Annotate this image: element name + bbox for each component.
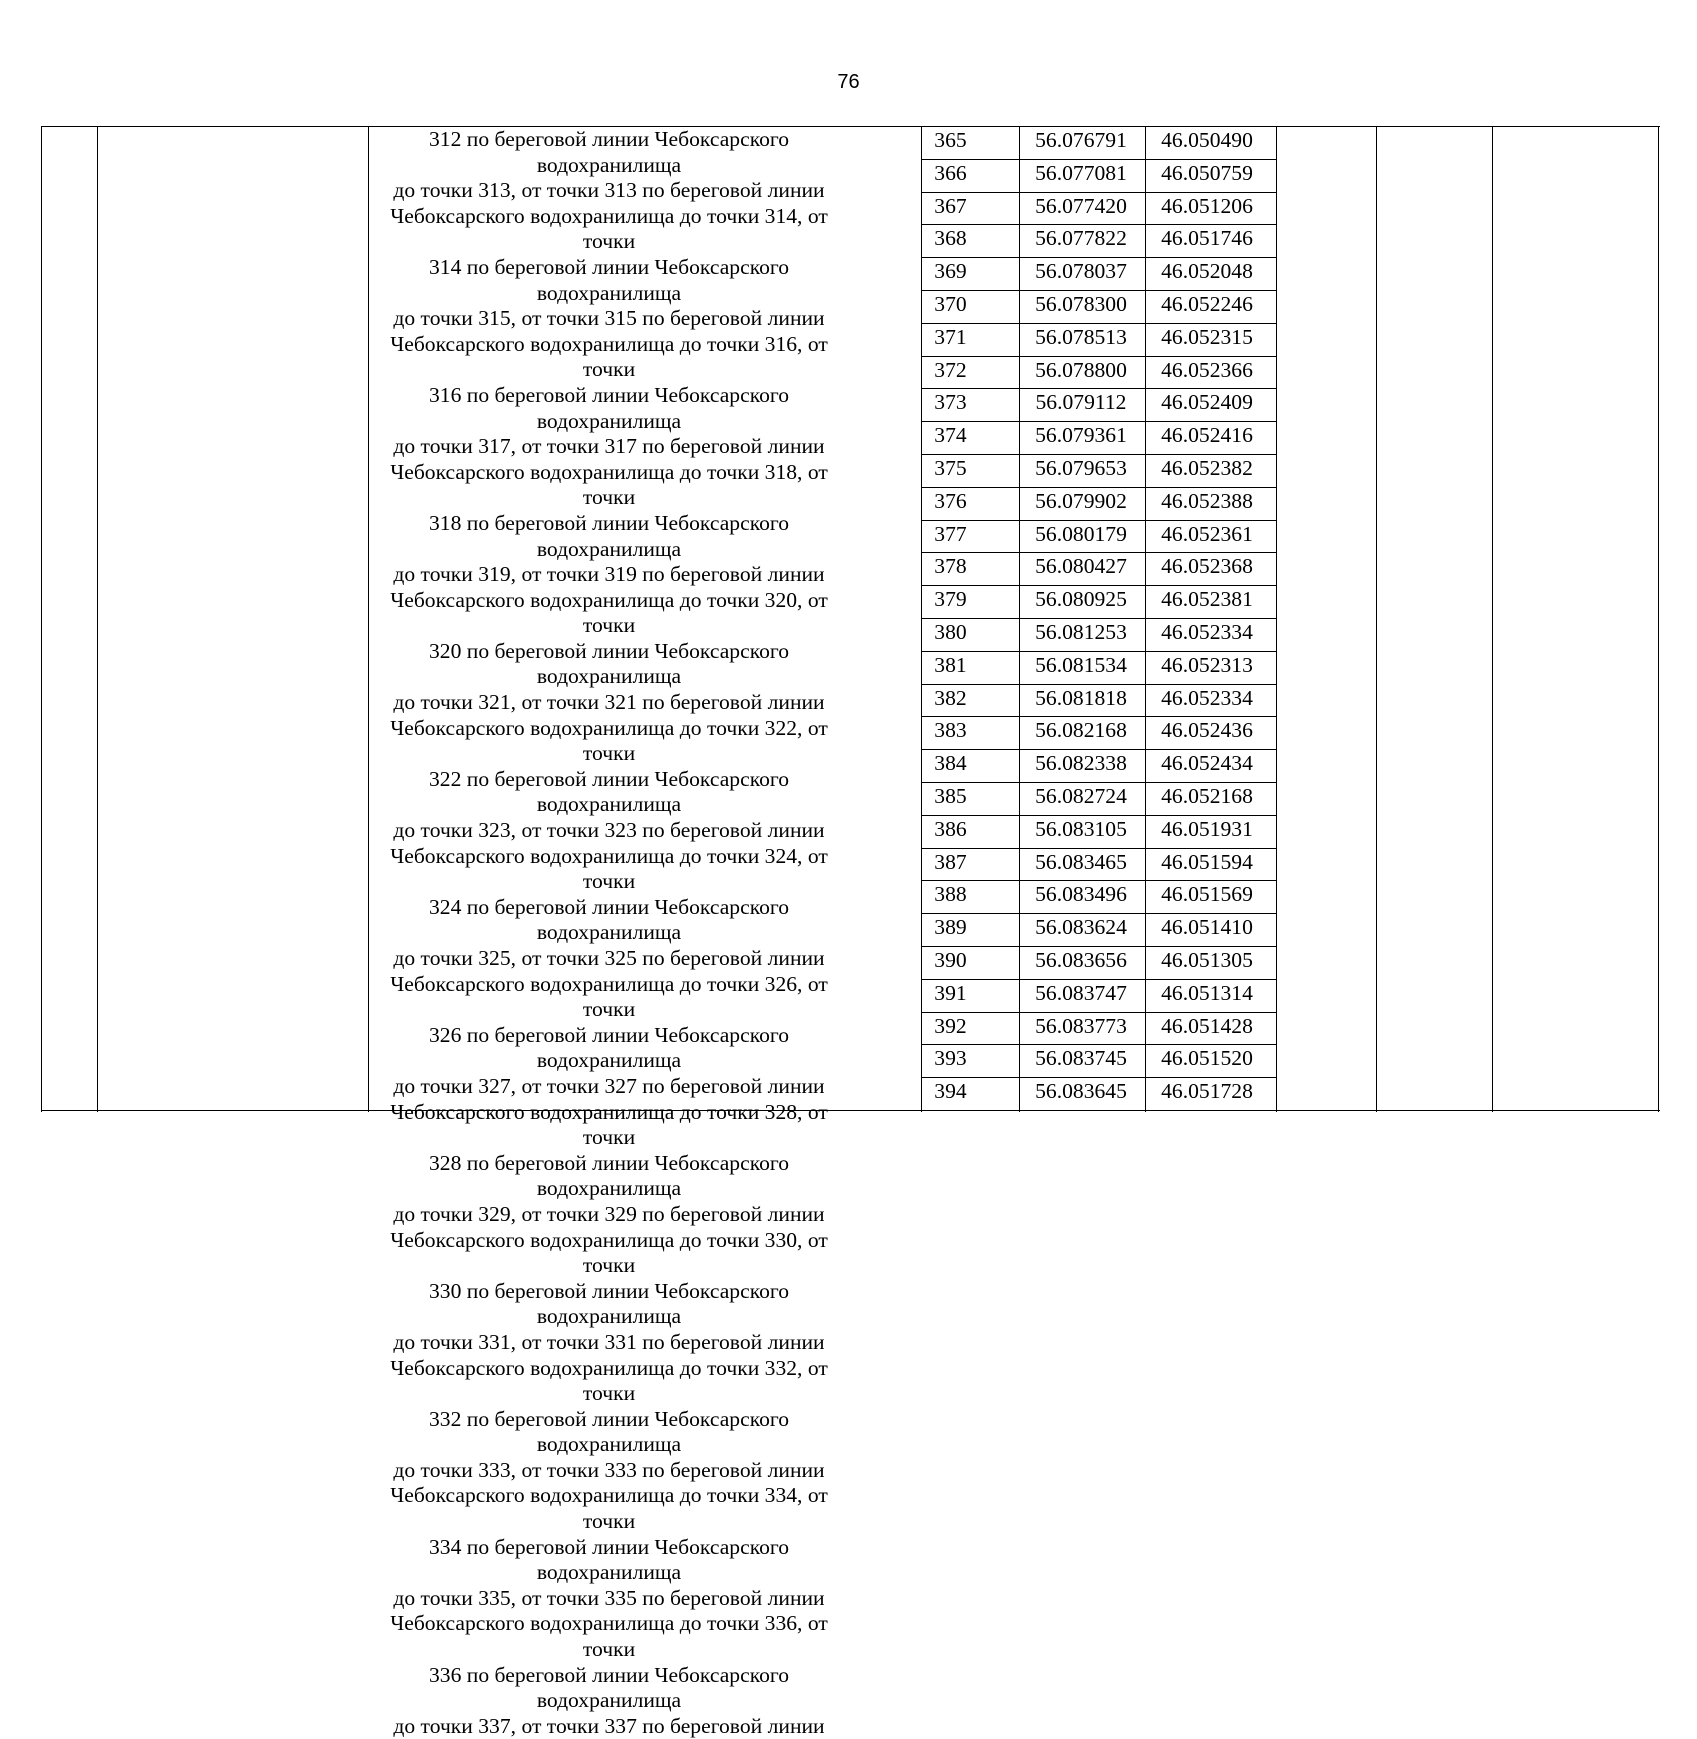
longitude-cell: 46.051931 [1161, 816, 1253, 841]
longitude-cell: 46.052388 [1161, 488, 1253, 513]
row-divider [921, 651, 1276, 652]
point-number-cell: 376 [934, 488, 967, 513]
latitude-cell: 56.080179 [1035, 521, 1127, 546]
point-number-cell: 385 [934, 784, 967, 808]
latitude-cell: 56.081818 [1035, 685, 1127, 710]
row-divider [921, 356, 1276, 357]
point-number-cell: 371 [934, 324, 967, 349]
longitude-cell: 46.051520 [1161, 1046, 1253, 1071]
point-number-cell: 388 [934, 882, 967, 907]
latitude-cell: 56.083496 [1035, 882, 1127, 907]
table-left-border [41, 126, 42, 1112]
point-number-cell: 392 [934, 1013, 967, 1038]
longitude-cell: 46.052315 [1161, 324, 1253, 349]
row-divider [921, 880, 1276, 881]
longitude-cell: 46.052436 [1161, 718, 1253, 743]
row-divider [921, 684, 1276, 685]
column-divider [97, 126, 98, 1112]
latitude-cell: 56.078800 [1035, 357, 1127, 382]
latitude-cell: 56.077822 [1035, 226, 1127, 251]
latitude-cell: 56.083105 [1035, 816, 1127, 841]
latitude-cell: 56.077081 [1035, 160, 1127, 185]
row-divider [921, 323, 1276, 324]
row-divider [921, 1077, 1276, 1078]
point-number-cell: 389 [934, 915, 967, 940]
point-number-cell: 367 [934, 193, 967, 218]
point-number-cell: 386 [934, 816, 967, 841]
longitude-cell: 46.051428 [1161, 1013, 1253, 1038]
longitude-cell: 46.051206 [1161, 193, 1253, 218]
latitude-cell: 56.083773 [1035, 1013, 1127, 1038]
coordinates-table [41, 126, 1660, 1738]
longitude-cell: 46.052416 [1161, 423, 1253, 448]
row-divider [921, 257, 1276, 258]
longitude-cell: 46.052409 [1161, 390, 1253, 415]
point-number-cell: 366 [934, 160, 967, 185]
point-number-cell: 381 [934, 652, 967, 677]
latitude-cell: 56.081534 [1035, 652, 1127, 677]
longitude-cell: 46.052168 [1161, 784, 1253, 808]
row-divider [921, 1012, 1276, 1013]
row-divider [921, 618, 1276, 619]
row-divider [921, 552, 1276, 553]
point-number-cell: 370 [934, 292, 967, 316]
point-number-cell: 368 [934, 226, 967, 251]
latitude-cell: 56.082168 [1035, 718, 1127, 743]
row-divider [921, 946, 1276, 947]
longitude-cell: 46.051410 [1161, 915, 1253, 940]
point-number-cell: 393 [934, 1046, 967, 1071]
latitude-cell: 56.080427 [1035, 554, 1127, 579]
point-number-cell: 377 [934, 521, 967, 546]
page-number: 76 [837, 71, 860, 93]
longitude-cell: 46.051728 [1161, 1079, 1253, 1104]
latitude-cell: 56.078300 [1035, 292, 1127, 316]
row-divider [921, 782, 1276, 783]
longitude-cell: 46.050490 [1161, 128, 1253, 152]
latitude-cell: 56.083656 [1035, 948, 1127, 972]
longitude-cell: 46.052048 [1161, 259, 1253, 284]
latitude-cell: 56.083745 [1035, 1046, 1127, 1071]
point-number-cell: 383 [934, 718, 967, 743]
point-number-cell: 375 [934, 456, 967, 480]
latitude-cell: 56.081253 [1035, 620, 1127, 644]
point-number-cell: 391 [934, 980, 967, 1005]
point-number-cell: 372 [934, 357, 967, 382]
longitude-cell: 46.051746 [1161, 226, 1253, 251]
latitude-cell: 56.076791 [1035, 128, 1127, 152]
longitude-cell: 46.052434 [1161, 751, 1253, 776]
column-divider [1492, 126, 1493, 1112]
longitude-cell: 46.052368 [1161, 554, 1253, 579]
latitude-cell: 56.082724 [1035, 784, 1127, 808]
latitude-cell: 56.083645 [1035, 1079, 1127, 1104]
table-right-border [1658, 126, 1659, 1112]
row-divider [921, 913, 1276, 914]
longitude-cell: 46.052381 [1161, 587, 1253, 612]
row-divider [921, 388, 1276, 389]
boundary-description: 312 по береговой линии Чебоксарского водохранилища до точки 313, от точки 313 по береговой линии Чебоксарского водохранилища до точки 314, от точки 314 по береговой линии Чебоксарского водохранилища до точки 315, от точки 315 по береговой линии Чебоксарского водохранилища до точки 316, от точки 316 по береговой линии Чебоксарского водохранилища до точки 317, от точки 317 по береговой линии Чебоксарского водохранилища до точки 318, от точки 318 по береговой линии Чебоксарского водохранилища до точки 319, от точки 319 по береговой линии Чебоксарского водохранилища до точки 320, от точки 320 по береговой линии Чебоксарского водохранилища до точки 321, от точки 321 по береговой линии Чебоксарского водохранилища до точки 322, от точки 322 по береговой линии Чебоксарского водохранилища до точки 323, от точки 323 по береговой линии Чебоксарского водохранилища до точки 324, от точки 324 по береговой линии Чебоксарского водохранилища до точки 325, от точки 325 по береговой линии Чебоксарского водохранилища до точки 326, от точки 326 по береговой линии Чебоксарского водохранилища до точки 327, от точки 327 по береговой линии Чебоксарского водохранилища до точки 328, от точки 328 по береговой линии Чебоксарского водохранилища до точки 329, от точки 329 по береговой линии Чебоксарского водохранилища до точки 330, от точки 330 по береговой линии Чебоксарского водохранилища до точки 331, от точки 331 по береговой линии Чебоксарского водохранилища до точки 332, от точки 332 по береговой линии Чебоксарского водохранилища до точки 333, от точки 333 по береговой линии Чебоксарского водохранилища до точки 334, от точки 334 по береговой линии Чебоксарского водохранилища до точки 335, от точки 335 по береговой линии Чебоксарского водохранилища до точки 336, от точки 336 по береговой линии Чебоксарского водохранилища до точки 337, от точки 337 по береговой линии [390, 127, 828, 1738]
point-number-cell: 382 [934, 685, 967, 710]
row-divider [921, 290, 1276, 291]
latitude-cell: 56.083624 [1035, 915, 1127, 940]
longitude-cell: 46.052334 [1161, 620, 1253, 644]
latitude-cell: 56.083465 [1035, 849, 1127, 874]
latitude-cell: 56.080925 [1035, 587, 1127, 612]
longitude-cell: 46.052382 [1161, 456, 1253, 480]
row-divider [921, 487, 1276, 488]
latitude-cell: 56.079653 [1035, 456, 1127, 480]
point-number-cell: 365 [934, 128, 967, 152]
longitude-cell: 46.051305 [1161, 948, 1253, 972]
column-divider [1276, 126, 1277, 1112]
row-divider [921, 815, 1276, 816]
longitude-cell: 46.050759 [1161, 160, 1253, 185]
row-divider [921, 1044, 1276, 1045]
row-divider [921, 585, 1276, 586]
longitude-cell: 46.052334 [1161, 685, 1253, 710]
latitude-cell: 56.078513 [1035, 324, 1127, 349]
latitude-cell: 56.079361 [1035, 423, 1127, 448]
point-number-cell: 374 [934, 423, 967, 448]
row-divider [921, 454, 1276, 455]
row-divider [921, 848, 1276, 849]
row-divider [921, 749, 1276, 750]
point-number-cell: 384 [934, 751, 967, 776]
latitude-cell: 56.077420 [1035, 193, 1127, 218]
latitude-cell: 56.083747 [1035, 980, 1127, 1005]
row-divider [921, 979, 1276, 980]
longitude-cell: 46.052361 [1161, 521, 1253, 546]
longitude-cell: 46.051569 [1161, 882, 1253, 907]
latitude-cell: 56.078037 [1035, 259, 1127, 284]
point-number-cell: 379 [934, 587, 967, 612]
latitude-cell: 56.079902 [1035, 488, 1127, 513]
point-number-cell: 380 [934, 620, 967, 644]
row-divider [921, 716, 1276, 717]
point-number-cell: 373 [934, 390, 967, 415]
row-divider [921, 520, 1276, 521]
longitude-cell: 46.051314 [1161, 980, 1253, 1005]
point-number-cell: 387 [934, 849, 967, 874]
column-divider [1376, 126, 1377, 1112]
latitude-cell: 56.082338 [1035, 751, 1127, 776]
row-divider [921, 159, 1276, 160]
point-number-cell: 369 [934, 259, 967, 284]
row-divider [921, 224, 1276, 225]
table-bottom-border [41, 1110, 1660, 1111]
latitude-cell: 56.079112 [1035, 390, 1127, 415]
longitude-cell: 46.051594 [1161, 849, 1253, 874]
longitude-cell: 46.052366 [1161, 357, 1253, 382]
longitude-cell: 46.052313 [1161, 652, 1253, 677]
point-number-cell: 394 [934, 1079, 967, 1104]
point-number-cell: 378 [934, 554, 967, 579]
table-top-border [41, 126, 1660, 127]
row-divider [921, 421, 1276, 422]
point-number-cell: 390 [934, 948, 967, 972]
longitude-cell: 46.052246 [1161, 292, 1253, 316]
row-divider [921, 192, 1276, 193]
